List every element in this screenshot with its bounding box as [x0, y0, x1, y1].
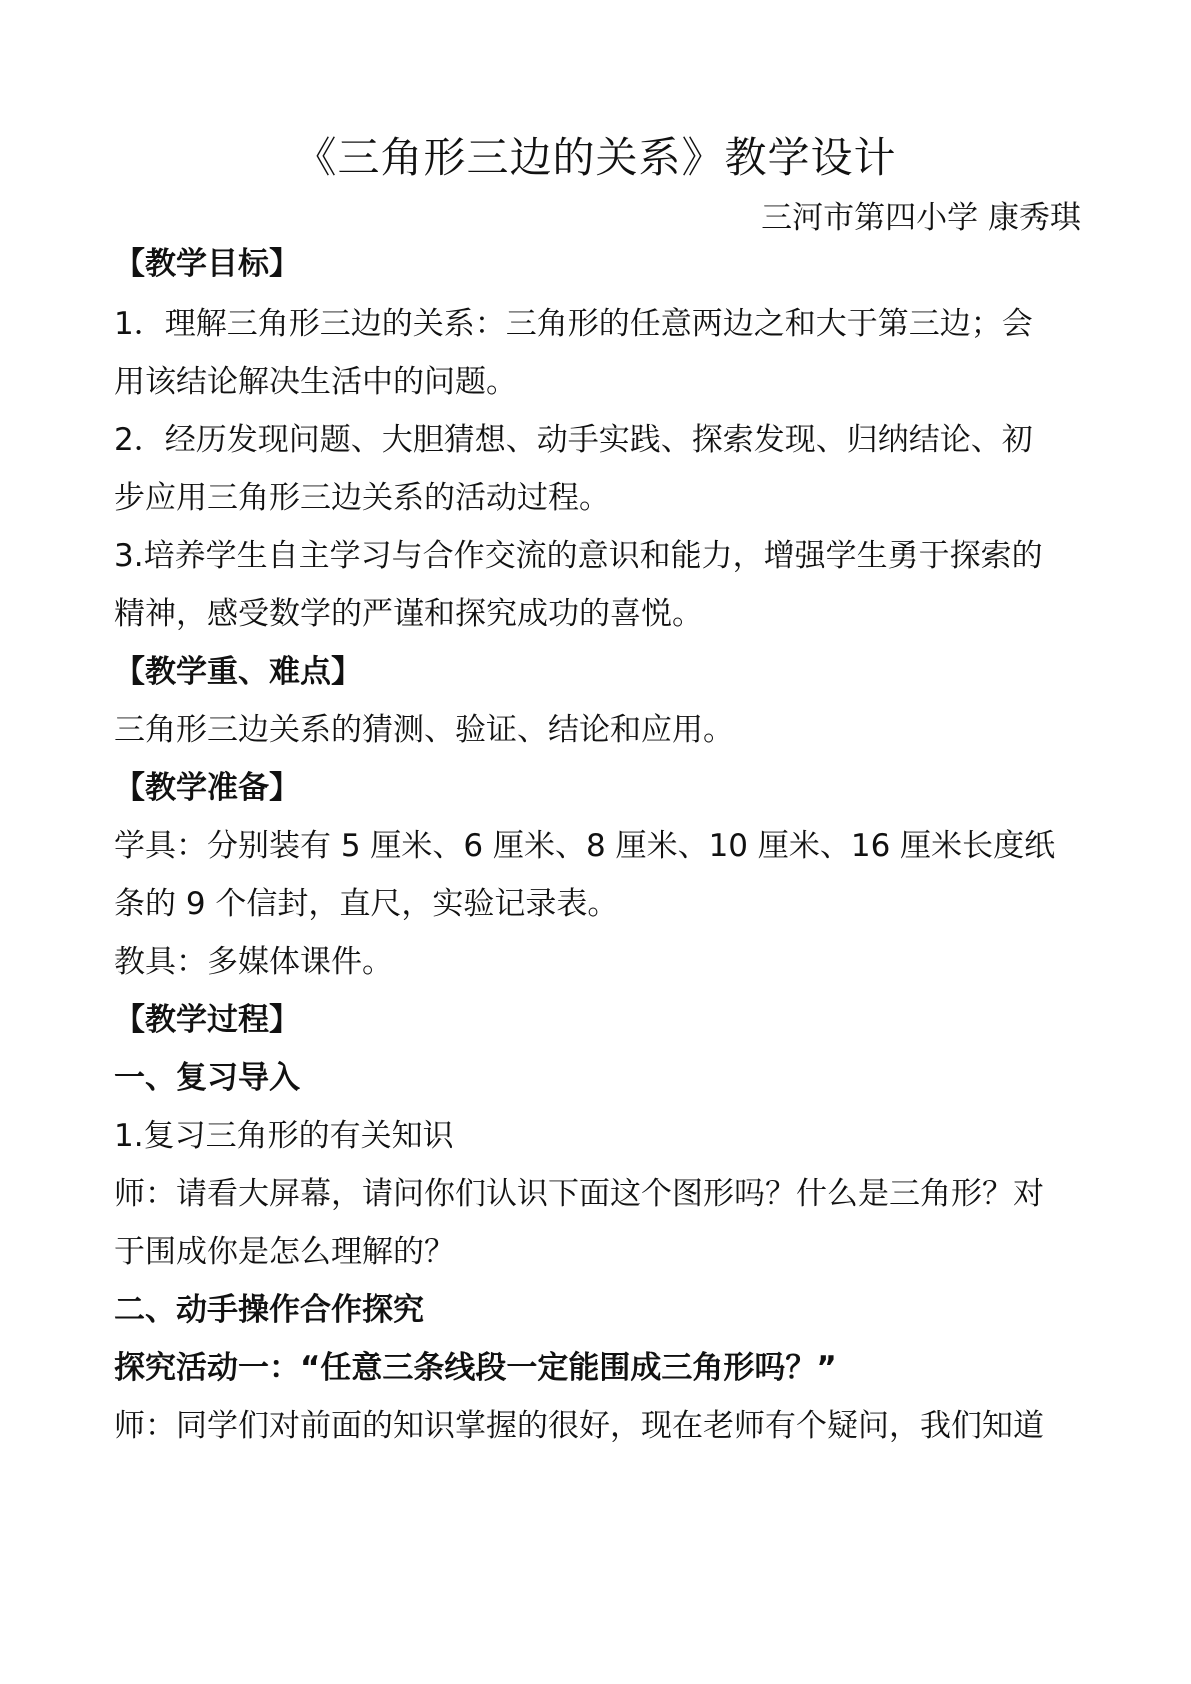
paragraph-line: 教具：多媒体课件。	[114, 944, 393, 980]
paragraph-line: 步应用三角形三边关系的活动过程。	[114, 480, 610, 516]
section-heading-key-points: 【教学重、难点】	[114, 654, 362, 690]
paragraph-line: 3.培养学生自主学习与合作交流的意识和能力，增强学生勇于探索的	[114, 538, 1043, 574]
paragraph-line: 1.复习三角形的有关知识	[114, 1118, 454, 1154]
paragraph-line: 于围成你是怎么理解的？	[114, 1234, 455, 1270]
document-title: 《三角形三边的关系》教学设计	[294, 133, 897, 182]
paragraph-line: 三角形三边关系的猜测、验证、结论和应用。	[114, 712, 734, 748]
activity-heading: 探究活动一：“任意三条线段一定能围成三角形吗？”	[114, 1350, 837, 1386]
subsection-heading-review: 一、复习导入	[114, 1060, 300, 1096]
paragraph-line: 精神，感受数学的严谨和探究成功的喜悦。	[114, 596, 703, 632]
paragraph-line: 2．经历发现问题、大胆猜想、动手实践、探索发现、归纳结论、初	[114, 422, 1033, 458]
section-heading-preparation: 【教学准备】	[114, 770, 300, 806]
section-heading-objectives: 【教学目标】	[114, 246, 300, 282]
paragraph-line: 师：同学们对前面的知识掌握的很好，现在老师有个疑问，我们知道	[114, 1408, 1044, 1444]
subsection-heading-explore: 二、动手操作合作探究	[114, 1292, 424, 1328]
paragraph-line: 1．理解三角形三边的关系：三角形的任意两边之和大于第三边；会	[114, 306, 1033, 342]
section-heading-process: 【教学过程】	[114, 1002, 300, 1038]
paragraph-line: 师：请看大屏幕，请问你们认识下面这个图形吗？什么是三角形？对	[114, 1176, 1044, 1212]
author-line: 三河市第四小学 康秀琪	[761, 200, 1081, 236]
paragraph-line: 学具：分别装有 5 厘米、6 厘米、8 厘米、10 厘米、16 厘米长度纸	[114, 828, 1056, 864]
paragraph-line: 用该结论解决生活中的问题。	[114, 364, 517, 400]
paragraph-line: 条的 9 个信封，直尺，实验记录表。	[114, 886, 619, 922]
